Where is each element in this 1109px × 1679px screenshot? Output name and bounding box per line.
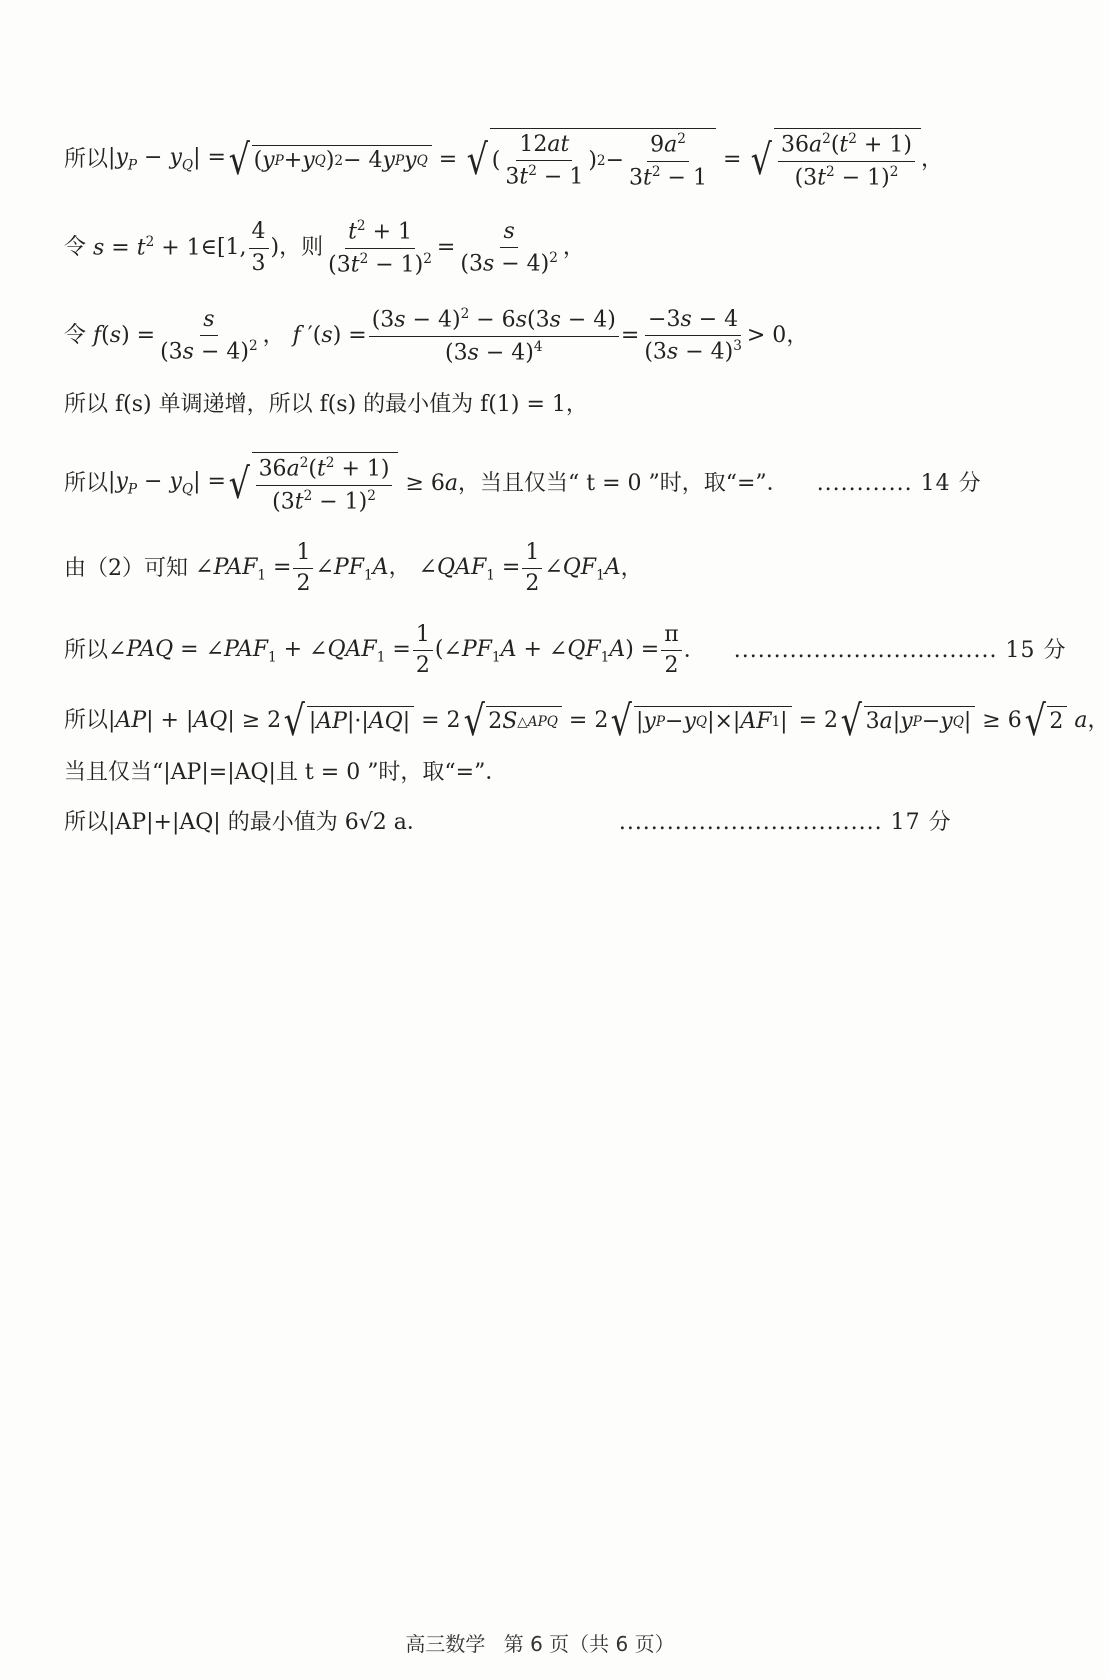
footer-page-number: 第 6 页（共 6 页） — [503, 1632, 675, 1656]
formula-line-7: 所以 ∠PAQ = $\angle PAF_1$ + $\angle QAF_1$ = $\frac{1}{2}$ ($\angle PF_1A$ + $\angle QF_1A$) = $\frac{\pi}{2}$ ． ................................. 15 分 — [64, 622, 1067, 679]
line-prefix: 所以 — [64, 146, 109, 172]
score-14: ............ 14 分 — [816, 470, 982, 496]
page-footer — [0, 1628, 1080, 1657]
score-17: ................................. 17 分 — [618, 810, 952, 835]
formula-line-2: 令 $s = t^2 + 1$ ∈[1, $\frac{4}{3}$ ) ，则 $\frac{t^2 + 1}{(3t^2 - 1)^2}$ = $\frac{s}{(3s - 4)^2}$ ， — [64, 218, 585, 278]
text-line-9: 当且仅当“|AP|=|AQ|且 t = 0 ”时，取“=”． — [64, 760, 508, 785]
text-line-4: 所以 f(s) 单调递增，所以 f(s) 的最小值为 f(1) = 1， — [64, 392, 588, 417]
formula-line-6: 由（2）可知 $\angle PAF_1$ = $\frac{1}{2}$ $\angle PF_1A$， $\angle QAF_1$ = $\frac{1}{2}$ $\angle QF_1A$ ， — [64, 540, 643, 597]
footer-subject: 高三数学 — [405, 1632, 486, 1656]
score-15: ................................. 15 分 — [733, 637, 1067, 663]
text-line-10: 所以 |AP|+|AQ| 的最小值为 6√2 a． ................................. 17 分 — [64, 810, 952, 835]
formula-line-8: 所以 |AP| + |AQ| ≥ 2 √ | AP |·| AQ | = 2 √ 2 S △APQ = 2 √ | y P − y Q |×| AF 1 | = 2 √ 3 a | y P − y Q | ≥ 6 √ 2 a ， — [64, 696, 1109, 745]
formula-line-1: 所以 $|y_P - y_Q|$ = √ ( y P + y Q ) 2 − 4 y P y Q = √ ( $\frac{12at}{3t^2 - 1}$ ) 2 − $\frac{9a^2}{3t^2 - 1}$ = √ $\frac{36a^2(t^2 + 1)}{(3t^2 - 1)^2}$ ， — [64, 128, 943, 191]
formula-line-3: 令 f(s) = $\frac{s}{(3s - 4)^2}$ ， f ′(s) = $\frac{(3s - 4)^2 - 6s(3s - 4)}{(3s - 4)^4}$ = $\frac{-3s - 4}{(3s - 4)^3}$ > 0 ， — [64, 306, 809, 366]
formula-line-5: 所以 $|y_P - y_Q|$ = √ $\frac{36a^2(t^2 + 1)}{(3t^2 - 1)^2}$ ≥ 6a ，当且仅当“ t = 0 ”时，取“=”． ............ 14 分 — [64, 452, 982, 515]
